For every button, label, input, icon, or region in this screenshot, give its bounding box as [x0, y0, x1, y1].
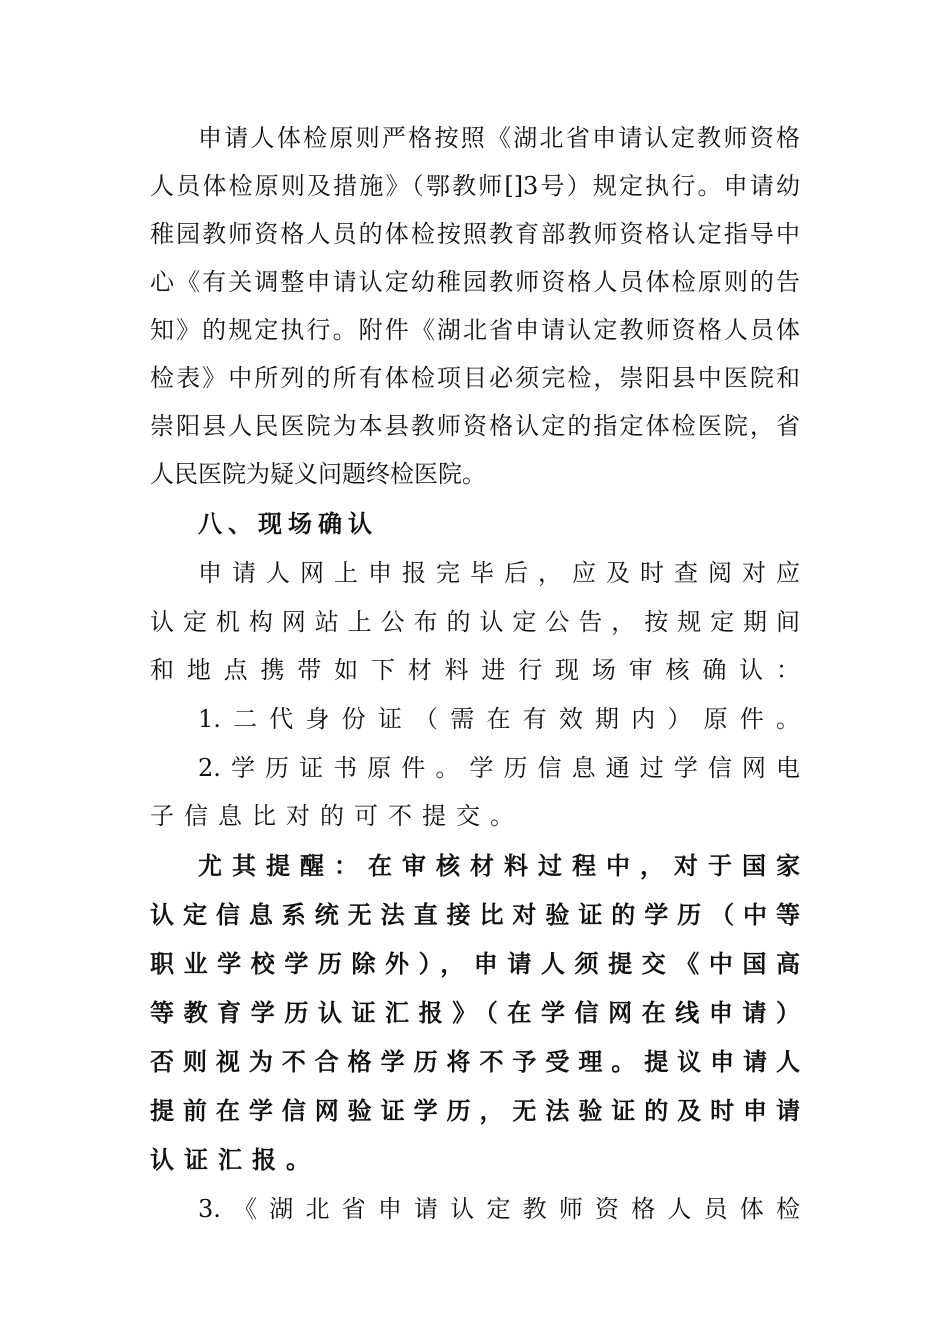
section-heading: 八、现场确认 — [198, 509, 378, 538]
paragraph-line: 检表》中所列的所有体检项目必须完检，崇阳县中医院和 — [150, 364, 800, 392]
reminder-line: 尤其提醒：在审核材料过程中，对于国家 — [198, 851, 800, 880]
paragraph-line: 崇阳县人民医院为本县教师资格认定的指定体检医院，省 — [150, 412, 800, 440]
paragraph-line: 申请人体检原则严格按照《湖北省申请认定教师资格 — [198, 124, 800, 152]
paragraph-line: 申请人网上申报完毕后，应及时查阅对应 — [198, 559, 800, 587]
list-item: 2.学历证书原件。学历信息通过学信网电 — [198, 754, 800, 782]
reminder-line: 提前在学信网验证学历，无法验证的及时申请 — [150, 1096, 800, 1125]
paragraph-line: 人员体检原则及措施》（鄂教师[]3号）规定执行。申请幼 — [150, 172, 800, 200]
list-item: 1.二代身份证（需在有效期内）原件。 — [198, 705, 800, 733]
paragraph-line: 知》的规定执行。附件《湖北省申请认定教师资格人员体 — [150, 316, 800, 344]
paragraph-line: 认定机构网站上公布的认定公告，按规定期间 — [150, 608, 800, 636]
paragraph-line: 稚园教师资格人员的体检按照教育部教师资格认定指导中 — [150, 220, 800, 248]
reminder-line: 认定信息系统无法直接比对验证的学历（中等 — [150, 900, 800, 929]
list-item: 3.《湖北省申请认定教师资格人员体检 — [198, 1195, 800, 1223]
paragraph-line: 和地点携带如下材料进行现场审核确认： — [150, 656, 800, 684]
reminder-line: 否则视为不合格学历将不予受理。提议申请人 — [150, 1047, 800, 1076]
list-item-continuation: 子信息比对的可不提交。 — [150, 802, 524, 830]
reminder-line: 等教育学历认证汇报》（在学信网在线申请） — [150, 998, 800, 1027]
reminder-line: 职业学校学历除外），申请人须提交《中国高 — [150, 949, 800, 978]
reminder-line: 认证汇报。 — [150, 1145, 320, 1174]
paragraph-line: 人民医院为疑义问题终检医院。 — [150, 460, 486, 488]
paragraph-line: 心《有关调整申请认定幼稚园教师资格人员体检原则的告 — [150, 268, 800, 296]
